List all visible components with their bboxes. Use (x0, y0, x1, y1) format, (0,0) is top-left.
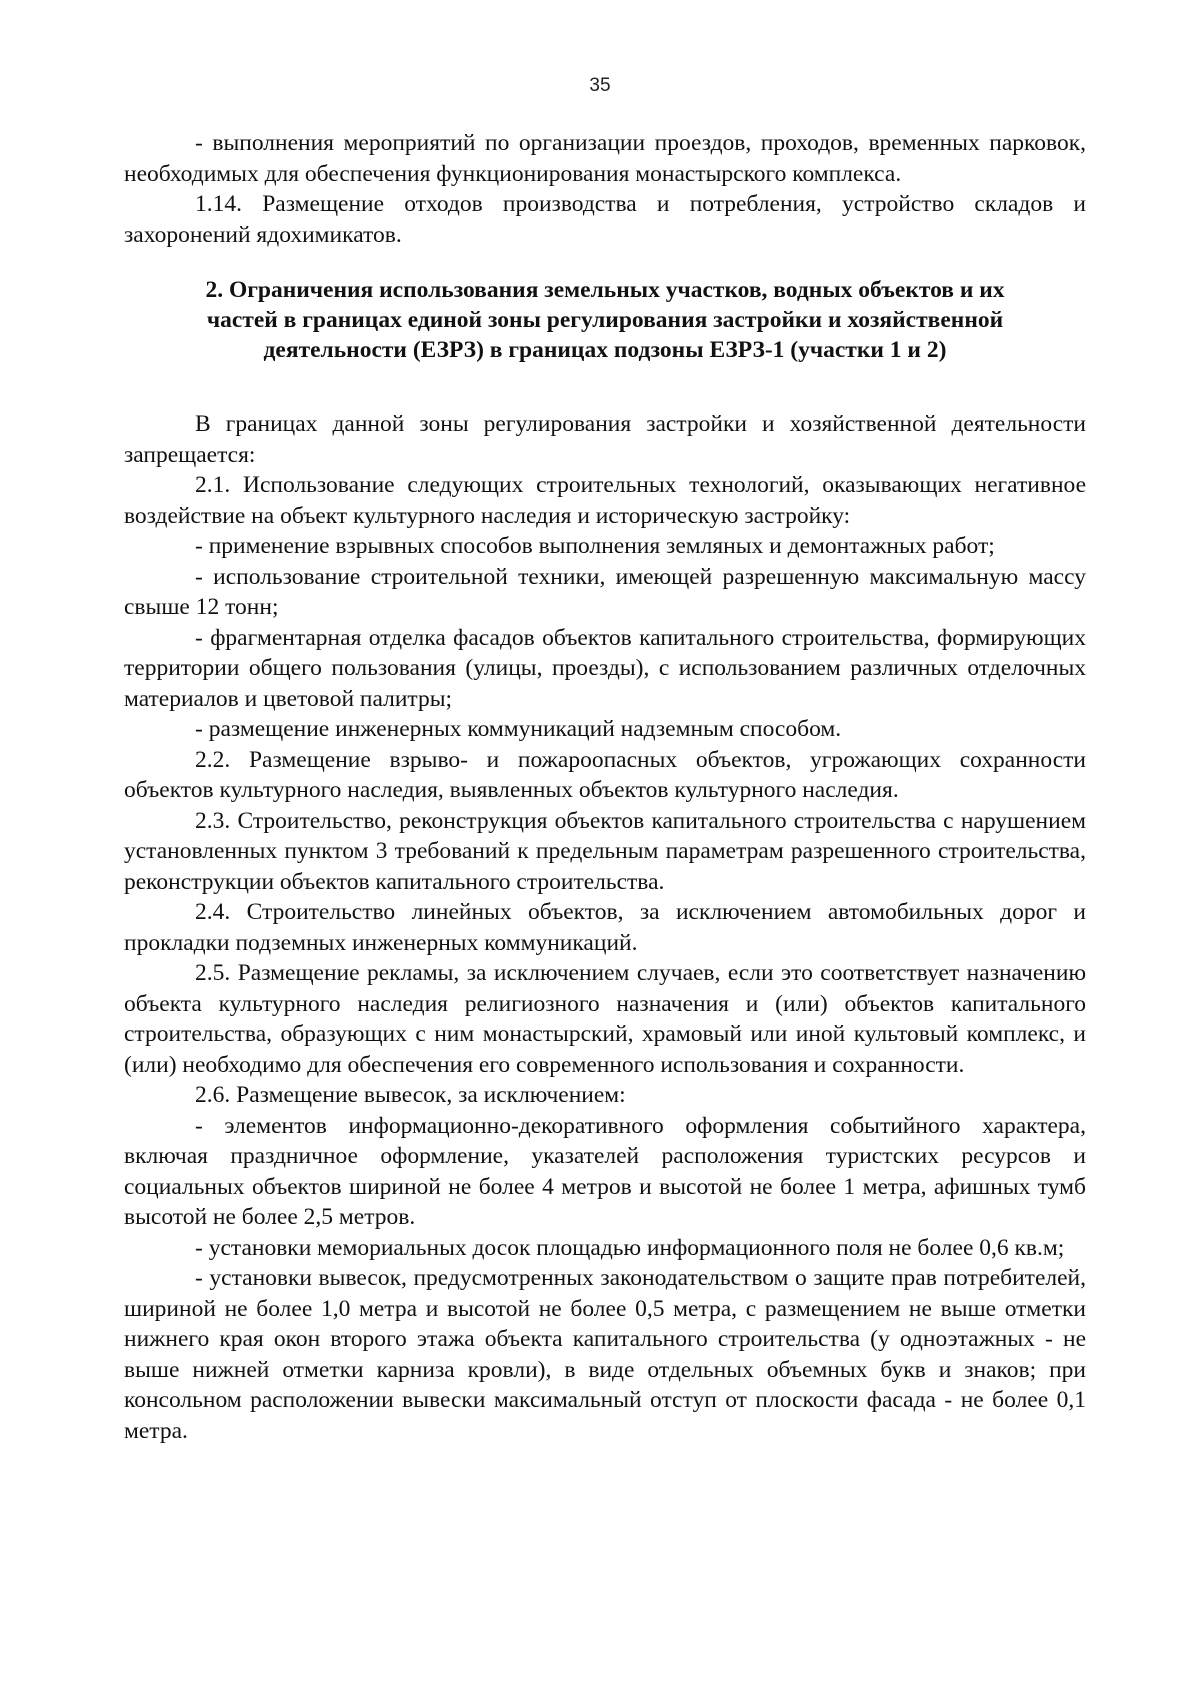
paragraph-intro: В границах данной зоны регулирования застройки и хозяйственной деятельности запрещается: (124, 411, 1086, 468)
list-item-overground-utilities: - размещение инженерных коммуникаций надземным способом. (195, 716, 842, 742)
list-item-signboards: - установки вывесок, предусмотренных законодательством о защите прав потребителей, шириной не более 1,0 метра и высотой не более 0,5 метра, с размещением не выше отметки нижнего края окон второго этажа объекта капитального строительства (у одноэтажных - не выше нижней отметки карниза кровли), в виде отдельных объемных букв и знаков; при консольном расположении вывески максимальный отступ от плоскости фасада - не более 0,1 метра. (124, 1265, 1086, 1444)
paragraph-2-6: 2.6. Размещение вывесок, за исключением: (195, 1082, 626, 1108)
paragraph-1-14: 1.14. Размещение отходов производства и потребления, устройство складов и захоронений ядохимикатов. (124, 191, 1086, 248)
section-heading-line: деятельности (ЕЗРЗ) в границах подзоны ЕЗРЗ-1 (участки 1 и 2) (263, 337, 947, 363)
paragraph-2-1: 2.1. Использование следующих строительных технологий, оказывающих негативное воздействие на объект культурного наследия и историческую застройку: (124, 472, 1086, 529)
paragraph-2-5: 2.5. Размещение рекламы, за исключением случаев, если это соответствует назначению объекта культурного наследия религиозного назначения и (или) объектов капитального строительства, образующих с ним монастырский, храмовый или иной культовый комплекс, и (или) необходимо для обеспечения его современного использования и сохранности. (124, 960, 1086, 1078)
document-body (124, 128, 1086, 1446)
list-item-memorial-plaques: - установки мемориальных досок площадью информационного поля не более 0,6 кв.м; (195, 1234, 1065, 1261)
paragraph-2-4: 2.4. Строительство линейных объектов, за исключением автомобильных дорог и прокладки подземных инженерных коммуникаций. (124, 899, 1086, 956)
paragraph-2-3: 2.3. Строительство, реконструкция объектов капитального строительства с нарушением установленных пунктом 3 требований к предельным параметрам разрешенного строительства, реконструкции объектов капитального строительства. (124, 807, 1086, 895)
list-item-decorative-elements: - элементов информационно-декоративного оформления событийного характера, включая праздничное оформление, указателей расположения туристских ресурсов и социальных объектов шириной не более 4 метров и высотой не более 1 метра, афишных тумб высотой не более 2,5 метров. (124, 1112, 1086, 1230)
list-item-heavy-machinery: - использование строительной техники, имеющей разрешенную максимальную массу свыше 12 тонн; (124, 563, 1086, 620)
section-heading-line: 2. Ограничения использования земельных участков, водных объектов и их (205, 277, 1005, 303)
section-heading-line: частей в границах единой зоны регулирования застройки и хозяйственной (206, 307, 1004, 333)
list-item-explosive-methods: - применение взрывных способов выполнения земляных и демонтажных работ; (195, 533, 995, 559)
list-item-facade-finishing: - фрагментарная отделка фасадов объектов капитального строительства, формирующих территории общего пользования (улицы, проезды), с использованием различных отделочных материалов и цветовой палитры; (124, 624, 1086, 712)
section-heading (124, 275, 1086, 365)
page-number: 35 (589, 75, 611, 96)
paragraph-2-2: 2.2. Размещение взрыво- и пожароопасных объектов, угрожающих сохранности объектов культурного наследия, выявленных объектов культурного наследия. (124, 746, 1086, 803)
paragraph-parking-measures: - выполнения мероприятий по организации проездов, проходов, временных парковок, необходимых для обеспечения функционирования монастырского комплекса. (124, 130, 1086, 187)
